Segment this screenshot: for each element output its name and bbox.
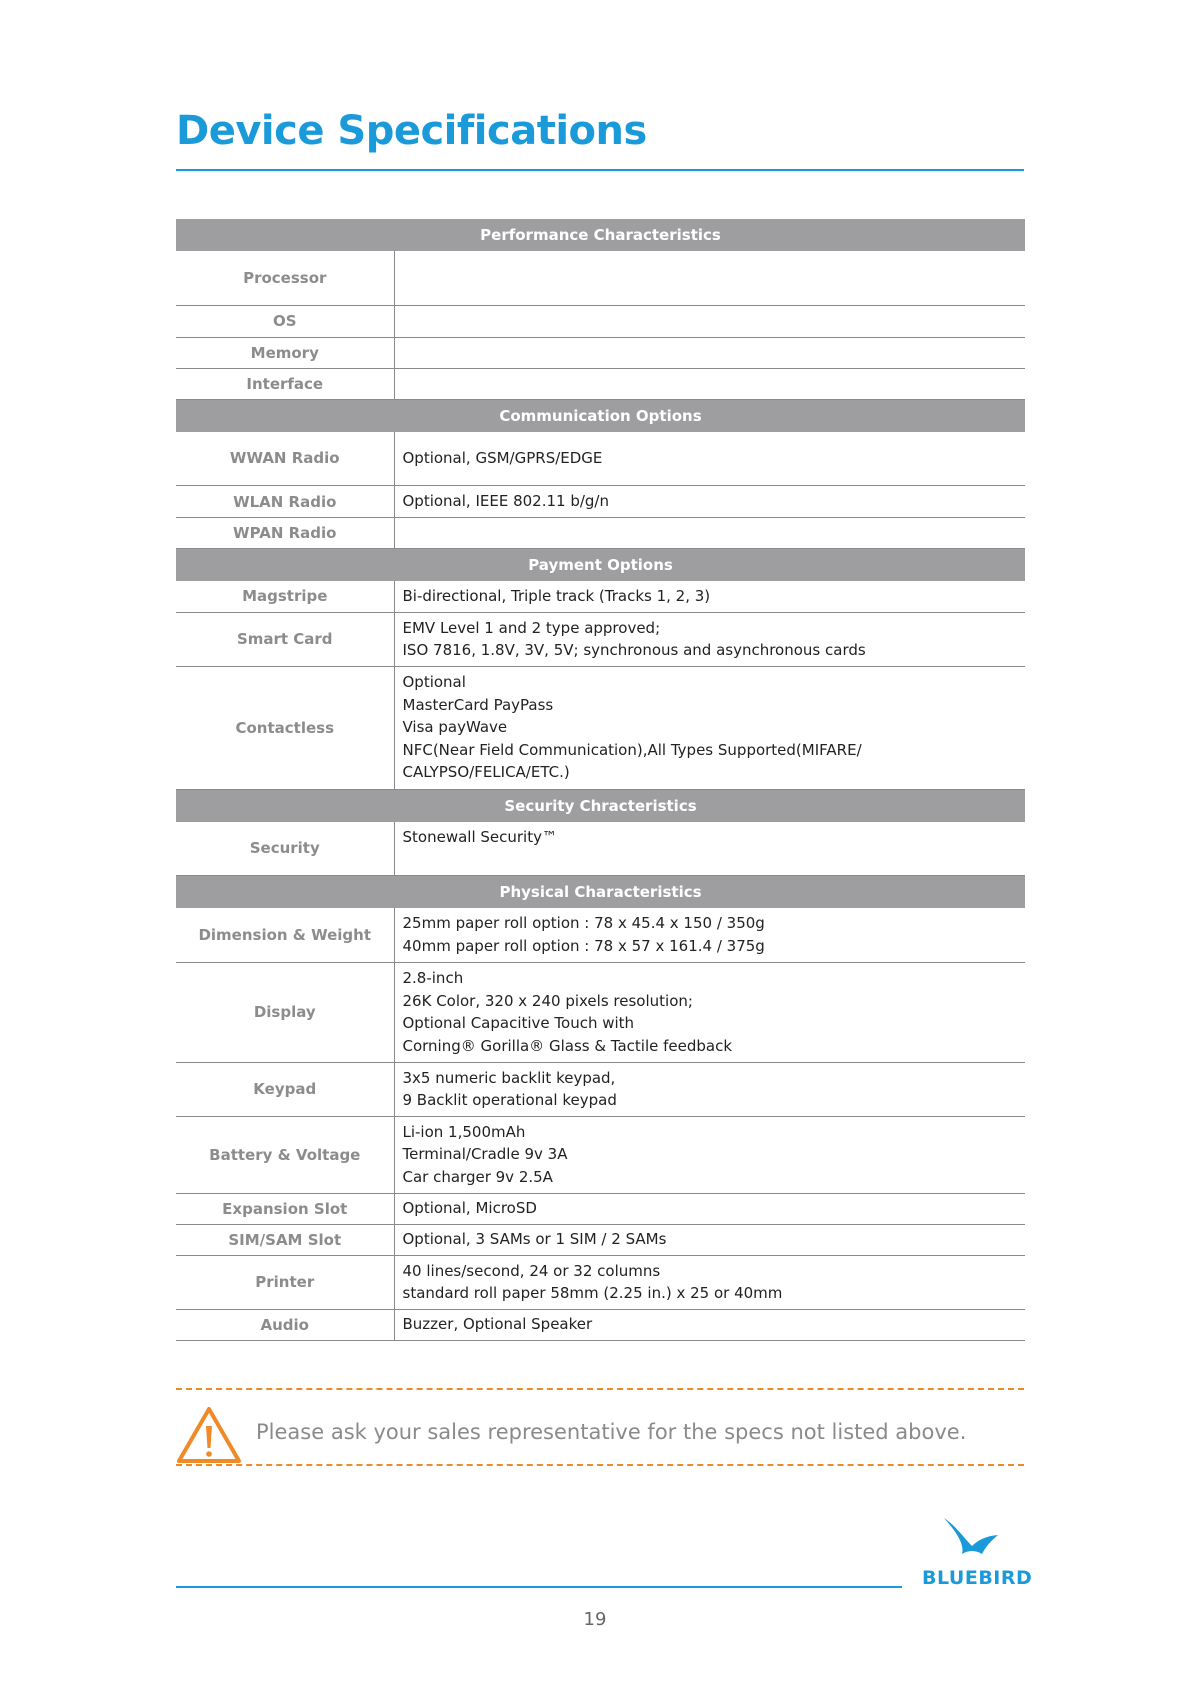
table-row	[176, 518, 1025, 549]
value-line: Li-ion 1,500mAh	[402, 1122, 526, 1141]
table-row	[176, 1062, 1025, 1116]
value-line: Optional, MicroSD	[402, 1199, 537, 1218]
value-line: Stonewall Security™	[402, 827, 557, 846]
value-line: Visa payWave	[402, 718, 508, 737]
row-value	[394, 1116, 1025, 1193]
row-label: Printer	[176, 1255, 394, 1309]
row-label: OS	[176, 305, 394, 337]
row-label: Interface	[176, 368, 394, 399]
row-value	[394, 962, 1025, 1062]
brand-name: BLUEBIRD	[922, 1567, 1033, 1589]
row-value	[394, 305, 1025, 337]
table-row	[176, 305, 1025, 337]
row-label: Magstripe	[176, 581, 394, 612]
value-line: Car charger 9v 2.5A	[402, 1167, 553, 1186]
table-row	[176, 1116, 1025, 1193]
section-title: Communication Options	[176, 399, 1025, 432]
row-value	[394, 612, 1025, 666]
section-header	[176, 549, 1025, 582]
value-line: Buzzer, Optional Speaker	[402, 1315, 593, 1334]
row-value	[394, 822, 1025, 876]
value-line: Corning® Gorilla® Glass & Tactile feedback	[402, 1036, 733, 1055]
row-label: Display	[176, 962, 394, 1062]
row-label: Audio	[176, 1309, 394, 1340]
table-row	[176, 581, 1025, 612]
row-label: Smart Card	[176, 612, 394, 666]
table-row	[176, 1193, 1025, 1224]
row-value	[394, 1224, 1025, 1255]
value-line: standard roll paper 58mm (2.25 in.) x 25 or 40mm	[402, 1284, 783, 1302]
table-row	[176, 908, 1025, 962]
row-label: WPAN Radio	[176, 518, 394, 549]
row-value	[394, 251, 1025, 305]
table-row	[176, 962, 1025, 1062]
value-line: 9 Backlit operational keypad	[402, 1091, 617, 1109]
value-line: 26K Color, 320 x 240 pixels resolution;	[402, 991, 693, 1010]
section-title: Performance Characteristics	[176, 219, 1025, 251]
row-label: Dimension & Weight	[176, 908, 394, 962]
row-label: Security	[176, 822, 394, 876]
table-row	[176, 666, 1025, 789]
title-divider	[176, 169, 1024, 171]
table-row	[176, 822, 1025, 876]
notice-border-top	[176, 1388, 1024, 1390]
row-value	[394, 368, 1025, 399]
value-line: Optional, 3 SAMs or 1 SIM / 2 SAMs	[402, 1230, 667, 1249]
row-value	[394, 432, 1025, 486]
value-line: Terminal/Cradle 9v 3A	[402, 1145, 568, 1164]
section-title: Security Chracteristics	[176, 789, 1025, 822]
row-label: Battery & Voltage	[176, 1116, 394, 1193]
value-line: 25mm paper roll option : 78 x 45.4 x 150 / 350g	[402, 914, 765, 933]
row-value	[394, 1309, 1025, 1340]
table-row	[176, 486, 1025, 518]
table-row	[176, 1255, 1025, 1309]
value-line: Optional, IEEE 802.11 b/g/n	[402, 492, 609, 511]
value-line: EMV Level 1 and 2 type approved;	[402, 618, 661, 637]
section-header	[176, 876, 1025, 909]
row-value	[394, 486, 1025, 518]
table-row	[176, 1309, 1025, 1340]
row-value	[394, 1255, 1025, 1309]
table-row	[176, 337, 1025, 368]
table-row	[176, 612, 1025, 666]
value-line: Optional	[402, 673, 466, 692]
bluebird-logo-icon	[942, 1516, 1002, 1558]
value-line: Bi-directional, Triple track (Tracks 1, 2, 3)	[402, 587, 711, 605]
row-label: WWAN Radio	[176, 432, 394, 486]
notice-text: Please ask your sales representative for the specs not listed above.	[256, 1420, 967, 1444]
value-line: 40mm paper roll option : 78 x 57 x 161.4 / 375g	[402, 936, 765, 955]
value-line: 3x5 numeric backlit keypad,	[402, 1068, 616, 1087]
table-row	[176, 432, 1025, 486]
value-line: Optional Capacitive Touch with	[402, 1014, 635, 1032]
value-line: Optional, GSM/GPRS/EDGE	[402, 449, 603, 467]
section-header	[176, 219, 1025, 251]
warning-triangle-icon	[176, 1406, 242, 1464]
table-row	[176, 368, 1025, 399]
row-label: SIM/SAM Slot	[176, 1224, 394, 1255]
value-line: 2.8-inch	[402, 969, 464, 987]
section-header	[176, 399, 1025, 432]
row-value	[394, 518, 1025, 549]
value-line: MasterCard PayPass	[402, 695, 554, 714]
notice-border-bottom	[176, 1464, 1024, 1466]
value-line: CALYPSO/FELICA/ETC.)	[402, 763, 570, 782]
value-line: 40 lines/second, 24 or 32 columns	[402, 1261, 661, 1280]
row-value	[394, 581, 1025, 612]
table-row	[176, 1224, 1025, 1255]
row-label: Processor	[176, 251, 394, 305]
row-label: Keypad	[176, 1062, 394, 1116]
row-value	[394, 1193, 1025, 1224]
row-label: WLAN Radio	[176, 486, 394, 518]
page-number: 19	[583, 1609, 607, 1630]
row-value	[394, 666, 1025, 789]
row-label: Memory	[176, 337, 394, 368]
footer-divider	[176, 1586, 902, 1588]
row-value	[394, 908, 1025, 962]
section-title: Payment Options	[176, 549, 1025, 582]
value-line: ISO 7816, 1.8V, 3V, 5V; synchronous and asynchronous cards	[402, 641, 866, 659]
page-title: Device Specifications	[176, 108, 647, 154]
table-row	[176, 251, 1025, 305]
row-label: Contactless	[176, 666, 394, 789]
value-line: NFC(Near Field Communication),All Types Supported(MIFARE/	[402, 740, 862, 759]
row-value	[394, 1062, 1025, 1116]
spec-table	[176, 219, 1025, 1341]
row-label: Expansion Slot	[176, 1193, 394, 1224]
section-title: Physical Characteristics	[176, 876, 1025, 909]
section-header	[176, 789, 1025, 822]
row-value	[394, 337, 1025, 368]
